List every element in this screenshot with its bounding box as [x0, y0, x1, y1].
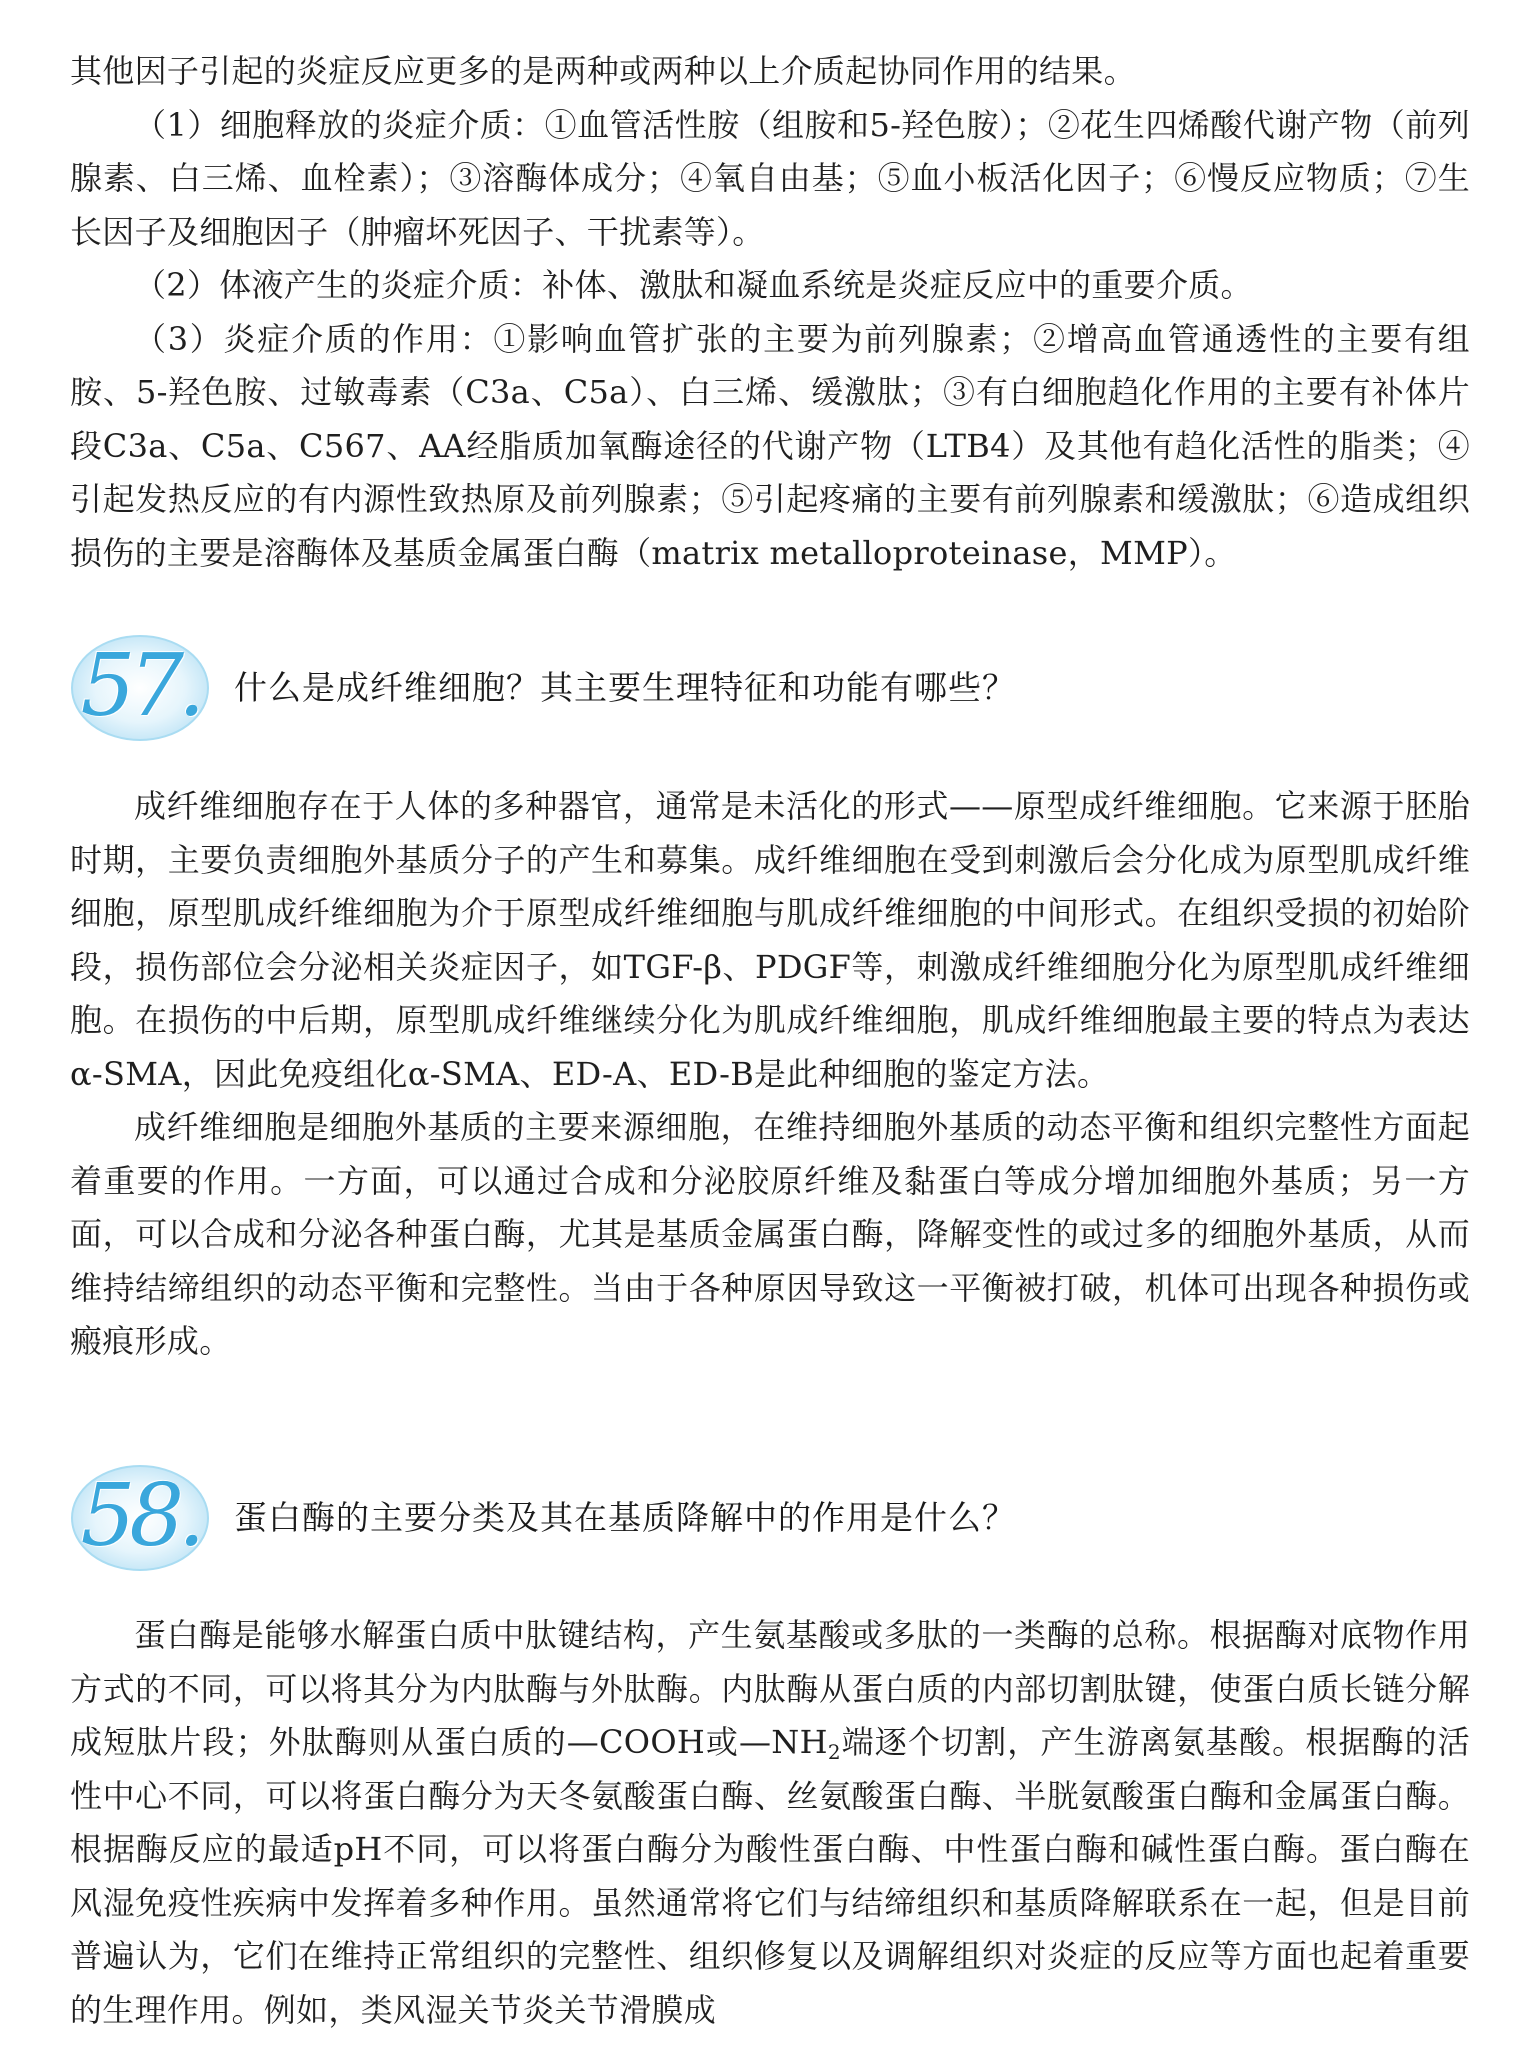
- intro-paragraph-2: （2）体液产生的炎症介质：补体、激肽和凝血系统是炎症反应中的重要介质。: [134, 266, 1253, 304]
- intro-block: [70, 45, 1470, 580]
- section-body-57: [70, 780, 1470, 1369]
- intro-paragraph-0: 其他因子引起的炎症反应更多的是两种或两种以上介质起协同作用的结果。: [70, 52, 1136, 90]
- section-title-57: 什么是成纤维细胞？其主要生理特征和功能有哪些？: [234, 668, 1016, 707]
- q58-paragraph-1: [70, 1609, 1470, 2037]
- question-number-58: 58.: [80, 1466, 200, 1566]
- question-number-57: 57.: [80, 636, 200, 736]
- intro-paragraph-3: （3）炎症介质的作用：①影响血管扩张的主要为前列腺素；②增高血管通透性的主要有组胺、5-羟色胺、过敏毒素（C3a、C5a）、白三烯、缓激肽；③有白细胞趋化作用的主要有补体片段C3a、C5a、C567、AA经脂质加氧酶途径的代谢产物（LTB4）及其他有趋化活性的脂类；④引起发热反应的有内源性致热原及前列腺素；⑤引起疼痛的主要有前列腺素和缓激肽；⑥造成组织损伤的主要是溶酶体及基质金属蛋白酶（matrix metalloproteinase，MMP）。: [70, 319, 1470, 572]
- q58-paragraph-1-part-a: 蛋白酶是能够水解蛋白质中肽键结构，产生氨基酸或多肽的一类酶的总称。根据酶对底物作用方式的不同，可以将其分为内肽酶与外肽酶。内肽酶从蛋白质的内部切割肽键，使蛋白质长链分解成短肽片段；外肽酶则从蛋白质的—COOH或—NH: [70, 1616, 1470, 1761]
- section-body-58: [70, 1609, 1470, 2037]
- q58-paragraph-1-part-b: 端逐个切割，产生游离氨基酸。根据酶的活性中心不同，可以将蛋白酶分为天冬氨酸蛋白酶、丝氨酸蛋白酶、半胱氨酸蛋白酶和金属蛋白酶。根据酶反应的最适pH不同，可以将蛋白酶分为酸性蛋白酶、中性蛋白酶和碱性蛋白酶。蛋白酶在风湿免疫性疾病中发挥着多种作用。虽然通常将它们与结缔组织和基质降解联系在一起，但是目前普遍认为，它们在维持正常组织的完整性、组织修复以及调解组织对炎症的反应等方面也起着重要的生理作用。例如，类风湿关节炎关节滑膜成: [70, 1723, 1471, 2029]
- intro-paragraph-1: （1）细胞释放的炎症介质：①血管活性胺（组胺和5-羟色胺）；②花生四烯酸代谢产物（前列腺素、白三烯、血栓素）；③溶酶体成分；④氧自由基；⑤血小板活化因子；⑥慢反应物质；⑦生长因子及细胞因子（肿瘤坏死因子、干扰素等）。: [70, 105, 1470, 251]
- question-badge-58: [70, 1462, 216, 1574]
- section-heading-57: [70, 632, 1470, 752]
- nh2-subscript: 2: [827, 1740, 841, 1764]
- question-badge-57: [70, 632, 216, 744]
- section-heading-58: [70, 1462, 1470, 1582]
- section-title-58: 蛋白酶的主要分类及其在基质降解中的作用是什么？: [234, 1498, 1016, 1537]
- q57-paragraph-1: 成纤维细胞存在于人体的多种器官，通常是未活化的形式——原型成纤维细胞。它来源于胚胎时期，主要负责细胞外基质分子的产生和募集。成纤维细胞在受到刺激后会分化成为原型肌成纤维细胞，原型肌成纤维细胞为介于原型成纤维细胞与肌成纤维细胞的中间形式。在组织受损的初始阶段，损伤部位会分泌相关炎症因子，如TGF-β、PDGF等，刺激成纤维细胞分化为原型肌成纤维细胞。在损伤的中后期，原型肌成纤维继续分化为肌成纤维细胞，肌成纤维细胞最主要的特点为表达α-SMA，因此免疫组化α-SMA、ED-A、ED-B是此种细胞的鉴定方法。: [70, 787, 1470, 1093]
- q57-paragraph-2: 成纤维细胞是细胞外基质的主要来源细胞，在维持细胞外基质的动态平衡和组织完整性方面起着重要的作用。一方面，可以通过合成和分泌胶原纤维及黏蛋白等成分增加细胞外基质；另一方面，可以合成和分泌各种蛋白酶，尤其是基质金属蛋白酶，降解变性的或过多的细胞外基质，从而维持结缔组织的动态平衡和完整性。当由于各种原因导致这一平衡被打破，机体可出现各种损伤或瘢痕形成。: [70, 1108, 1470, 1360]
